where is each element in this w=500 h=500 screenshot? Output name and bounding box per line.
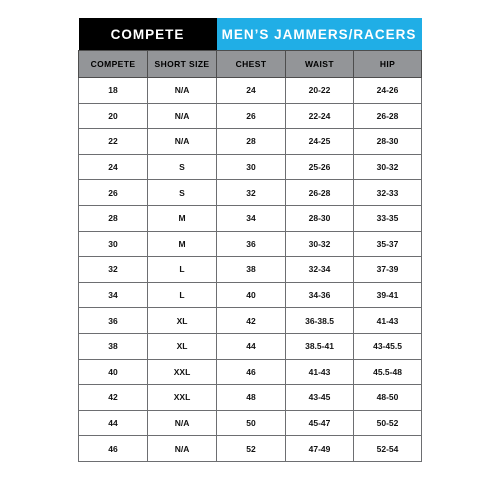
cell-chest: 50 bbox=[217, 410, 286, 436]
cell-waist: 28-30 bbox=[286, 205, 354, 231]
cell-chest: 30 bbox=[217, 154, 286, 180]
cell-hip: 33-35 bbox=[354, 205, 422, 231]
cell-compete-size: 34 bbox=[79, 282, 148, 308]
cell-short-size: S bbox=[148, 180, 217, 206]
cell-short-size: N/A bbox=[148, 129, 217, 155]
cell-hip: 26-28 bbox=[354, 103, 422, 129]
cell-compete-size: 42 bbox=[79, 385, 148, 411]
table-row bbox=[79, 154, 422, 180]
cell-waist: 22-24 bbox=[286, 103, 354, 129]
cell-hip: 35-37 bbox=[354, 231, 422, 257]
column-header-compete: COMPETE bbox=[79, 51, 148, 78]
cell-short-size: N/A bbox=[148, 410, 217, 436]
cell-hip: 50-52 bbox=[354, 410, 422, 436]
size-table bbox=[78, 18, 422, 462]
cell-hip: 43-45.5 bbox=[354, 333, 422, 359]
cell-waist: 43-45 bbox=[286, 385, 354, 411]
cell-short-size: L bbox=[148, 282, 217, 308]
table-row bbox=[79, 78, 422, 104]
table-row bbox=[79, 205, 422, 231]
cell-chest: 44 bbox=[217, 333, 286, 359]
cell-short-size: XL bbox=[148, 308, 217, 334]
cell-waist: 25-26 bbox=[286, 154, 354, 180]
column-header-hip: HIP bbox=[354, 51, 422, 78]
column-header-waist: WAIST bbox=[286, 51, 354, 78]
cell-compete-size: 24 bbox=[79, 154, 148, 180]
table-row bbox=[79, 103, 422, 129]
cell-hip: 24-26 bbox=[354, 78, 422, 104]
cell-hip: 41-43 bbox=[354, 308, 422, 334]
table-row bbox=[79, 129, 422, 155]
cell-hip: 28-30 bbox=[354, 129, 422, 155]
cell-compete-size: 30 bbox=[79, 231, 148, 257]
cell-waist: 47-49 bbox=[286, 436, 354, 462]
title-row bbox=[79, 18, 422, 51]
cell-compete-size: 28 bbox=[79, 205, 148, 231]
table-row bbox=[79, 410, 422, 436]
cell-chest: 46 bbox=[217, 359, 286, 385]
cell-hip: 32-33 bbox=[354, 180, 422, 206]
cell-hip: 48-50 bbox=[354, 385, 422, 411]
cell-short-size: XXL bbox=[148, 359, 217, 385]
cell-short-size: M bbox=[148, 205, 217, 231]
cell-compete-size: 40 bbox=[79, 359, 148, 385]
cell-chest: 36 bbox=[217, 231, 286, 257]
cell-compete-size: 36 bbox=[79, 308, 148, 334]
column-header-short-size: SHORT SIZE bbox=[148, 51, 217, 78]
table-row bbox=[79, 257, 422, 283]
table-row bbox=[79, 359, 422, 385]
table-row bbox=[79, 385, 422, 411]
cell-short-size: XXL bbox=[148, 385, 217, 411]
cell-waist: 38.5-41 bbox=[286, 333, 354, 359]
cell-short-size: N/A bbox=[148, 436, 217, 462]
cell-compete-size: 18 bbox=[79, 78, 148, 104]
cell-waist: 34-36 bbox=[286, 282, 354, 308]
table-row bbox=[79, 231, 422, 257]
cell-short-size: S bbox=[148, 154, 217, 180]
cell-waist: 24-25 bbox=[286, 129, 354, 155]
cell-chest: 40 bbox=[217, 282, 286, 308]
table-row bbox=[79, 333, 422, 359]
cell-waist: 30-32 bbox=[286, 231, 354, 257]
cell-hip: 45.5-48 bbox=[354, 359, 422, 385]
cell-short-size: N/A bbox=[148, 78, 217, 104]
cell-compete-size: 20 bbox=[79, 103, 148, 129]
cell-compete-size: 38 bbox=[79, 333, 148, 359]
cell-waist: 26-28 bbox=[286, 180, 354, 206]
cell-chest: 26 bbox=[217, 103, 286, 129]
table-body bbox=[79, 78, 422, 462]
table-row bbox=[79, 180, 422, 206]
cell-compete-size: 44 bbox=[79, 410, 148, 436]
column-header-row bbox=[79, 51, 422, 78]
cell-waist: 36-38.5 bbox=[286, 308, 354, 334]
cell-chest: 42 bbox=[217, 308, 286, 334]
cell-waist: 32-34 bbox=[286, 257, 354, 283]
cell-waist: 45-47 bbox=[286, 410, 354, 436]
table-row bbox=[79, 436, 422, 462]
cell-hip: 37-39 bbox=[354, 257, 422, 283]
cell-waist: 20-22 bbox=[286, 78, 354, 104]
cell-compete-size: 32 bbox=[79, 257, 148, 283]
cell-hip: 39-41 bbox=[354, 282, 422, 308]
table-row bbox=[79, 308, 422, 334]
size-chart bbox=[78, 18, 421, 462]
cell-hip: 52-54 bbox=[354, 436, 422, 462]
cell-compete-size: 46 bbox=[79, 436, 148, 462]
cell-chest: 38 bbox=[217, 257, 286, 283]
cell-short-size: N/A bbox=[148, 103, 217, 129]
column-header-chest: CHEST bbox=[217, 51, 286, 78]
cell-chest: 24 bbox=[217, 78, 286, 104]
cell-chest: 32 bbox=[217, 180, 286, 206]
cell-chest: 48 bbox=[217, 385, 286, 411]
cell-hip: 30-32 bbox=[354, 154, 422, 180]
title-mens-jammers-racers: MEN’S JAMMERS/RACERS bbox=[217, 18, 422, 51]
cell-short-size: M bbox=[148, 231, 217, 257]
cell-short-size: L bbox=[148, 257, 217, 283]
cell-compete-size: 22 bbox=[79, 129, 148, 155]
cell-compete-size: 26 bbox=[79, 180, 148, 206]
title-compete: COMPETE bbox=[79, 18, 217, 51]
cell-short-size: XL bbox=[148, 333, 217, 359]
cell-chest: 28 bbox=[217, 129, 286, 155]
cell-chest: 34 bbox=[217, 205, 286, 231]
cell-waist: 41-43 bbox=[286, 359, 354, 385]
cell-chest: 52 bbox=[217, 436, 286, 462]
table-row bbox=[79, 282, 422, 308]
